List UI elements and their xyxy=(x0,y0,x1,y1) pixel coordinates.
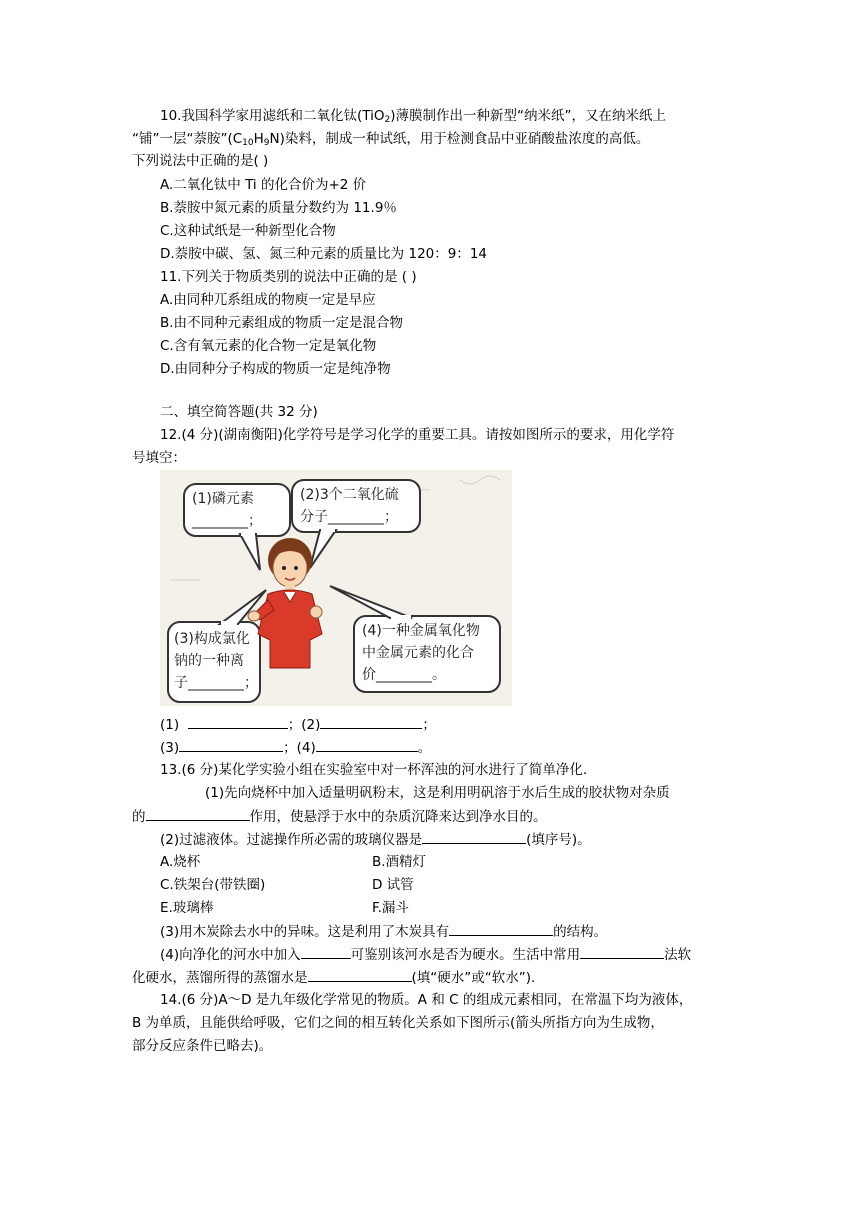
answer-blank-10[interactable] xyxy=(308,966,412,982)
q10-line1: 10.我国科学家用滤纸和二氧化钛(TiO$_2$)薄膜制作出一种新型“纳米纸”，又在纳米纸上 xyxy=(160,108,666,125)
q13-option-a: A.烧杯 xyxy=(160,854,201,870)
q13-part2: (2)过滤液体。过滤操作所必需的玻璃仪器是 (填序号)。 xyxy=(160,828,591,851)
bubble-3-line3: 子________； xyxy=(174,675,258,691)
q10-option-a: A.二氧化钛中 Ti 的化合价为+2 价 xyxy=(160,177,367,193)
answer-blank-1[interactable] xyxy=(188,713,288,729)
q13-part3: (3)用木炭除去水中的异味。这是利用了木炭具有 的结构。 xyxy=(160,920,607,943)
answer-blank-5[interactable] xyxy=(146,805,250,821)
answer-blank-9[interactable] xyxy=(580,943,664,959)
answer-blank-3[interactable] xyxy=(179,736,283,752)
q13-option-e: E.玻璃棒 xyxy=(160,900,214,916)
bubble-4-line1: (4)一种金属氧化物 xyxy=(362,623,480,639)
q11-option-a: A.由同种兀系组成的物庾一定是早应 xyxy=(160,292,376,308)
answer-blank-7[interactable] xyxy=(449,920,553,936)
q12-answer-row2: (3) ；(4) 。 xyxy=(160,736,431,759)
bubble-4-line3: 价________。 xyxy=(362,667,446,683)
q13-part4-line1: (4)向净化的河水中加入 可鉴别该河水是否为硬水。生活中常用 法软 xyxy=(160,943,691,966)
q14-line3: 部分反应条件已略去)。 xyxy=(132,1038,273,1054)
q10-option-c: C.这种试纸是一种新型化合物 xyxy=(160,223,336,239)
bubble-2-line1: (2)3个二氧化硫 xyxy=(300,487,399,503)
bubble-3-line2: 钠的一种离 xyxy=(174,653,244,669)
answer-blank-4[interactable] xyxy=(316,736,418,752)
q13-option-c: C.铁架台(带铁圈) xyxy=(160,877,266,893)
q13-option-d: D 试管 xyxy=(372,877,414,893)
q13-part1-line1: (1)先向烧杯中加入适量明矾粉末，这是利用明矾溶于水后生成的胶状物对杂质 xyxy=(205,785,670,801)
q10-line3: 下列说法中正确的是( ) xyxy=(132,153,269,169)
section-heading: 二、填空简答题(共 32 分) xyxy=(160,404,318,420)
q14-line2: B 为单质，且能供给呼吸，它们之间的相互转化关系如下图所示(箭头所指方向为生成物， xyxy=(132,1015,664,1031)
q12-line1: 12.(4 分)(湖南衡阳)化学符号是学习化学的重要工具。请按如图所示的要求，用化学符 xyxy=(160,427,675,443)
q12-figure xyxy=(160,470,512,706)
q11-option-d: D.由同种分子构成的物质一定是纯净物 xyxy=(160,361,391,377)
q11-stem: 11.下列关于物质类别的说法中正确的是 ( ) xyxy=(160,269,417,285)
answer-blank-2[interactable] xyxy=(320,713,422,729)
q11-option-b: B.由不同种元素组成的物质一定是混合物 xyxy=(160,315,404,331)
bubble-3-line1: (3)构成氯化 xyxy=(174,631,250,647)
q13-part1-line2: 的 作用，使悬浮于水中的杂质沉降来达到净水目的。 xyxy=(132,805,547,828)
bubble-4-line2: 中金属元素的化合 xyxy=(362,645,474,661)
q13-stem: 13.(6 分)某化学实验小组在实验室中对一杯浑浊的河水进行了简单净化. xyxy=(160,762,588,778)
q12-answer-row1: (1) ；(2) ； xyxy=(160,713,436,736)
answer-blank-8[interactable] xyxy=(301,943,351,959)
bubble-1-line1: (1)磷元素 xyxy=(192,491,254,507)
q13-option-f: F.漏斗 xyxy=(372,900,409,916)
q11-option-c: C.含有氧元素的化合物一定是氧化物 xyxy=(160,338,377,354)
bubble-2-line2: 分子________； xyxy=(300,509,398,525)
q10-option-b: B.萘胺中氮元素的质量分数约为 11.9％ xyxy=(160,200,397,216)
q13-part4-line2: 化硬水，蒸馏所得的蒸馏水是 (填“硬水”或“软水”). xyxy=(132,966,535,989)
bubble-1-line2: ________； xyxy=(192,513,262,529)
q10-line2: “铺”一层“萘胺$”(C_{10}H_9N)$染料，制成一种试纸，用于检测食品中亚硝酸盐浓度的高低。 xyxy=(132,131,650,148)
q13-option-b: B.酒精灯 xyxy=(372,854,427,870)
q12-line2: 号填空： xyxy=(132,450,186,466)
q10-option-d: D.萘胺中碳、氢、氮三种元素的质量比为 120：9：14 xyxy=(160,246,488,262)
answer-blank-6[interactable] xyxy=(422,828,526,844)
q14-line1: 14.(6 分)A～D 是九年级化学常见的物质。A 和 C 的组成元素相同，在常温下均为液体， xyxy=(160,992,693,1008)
